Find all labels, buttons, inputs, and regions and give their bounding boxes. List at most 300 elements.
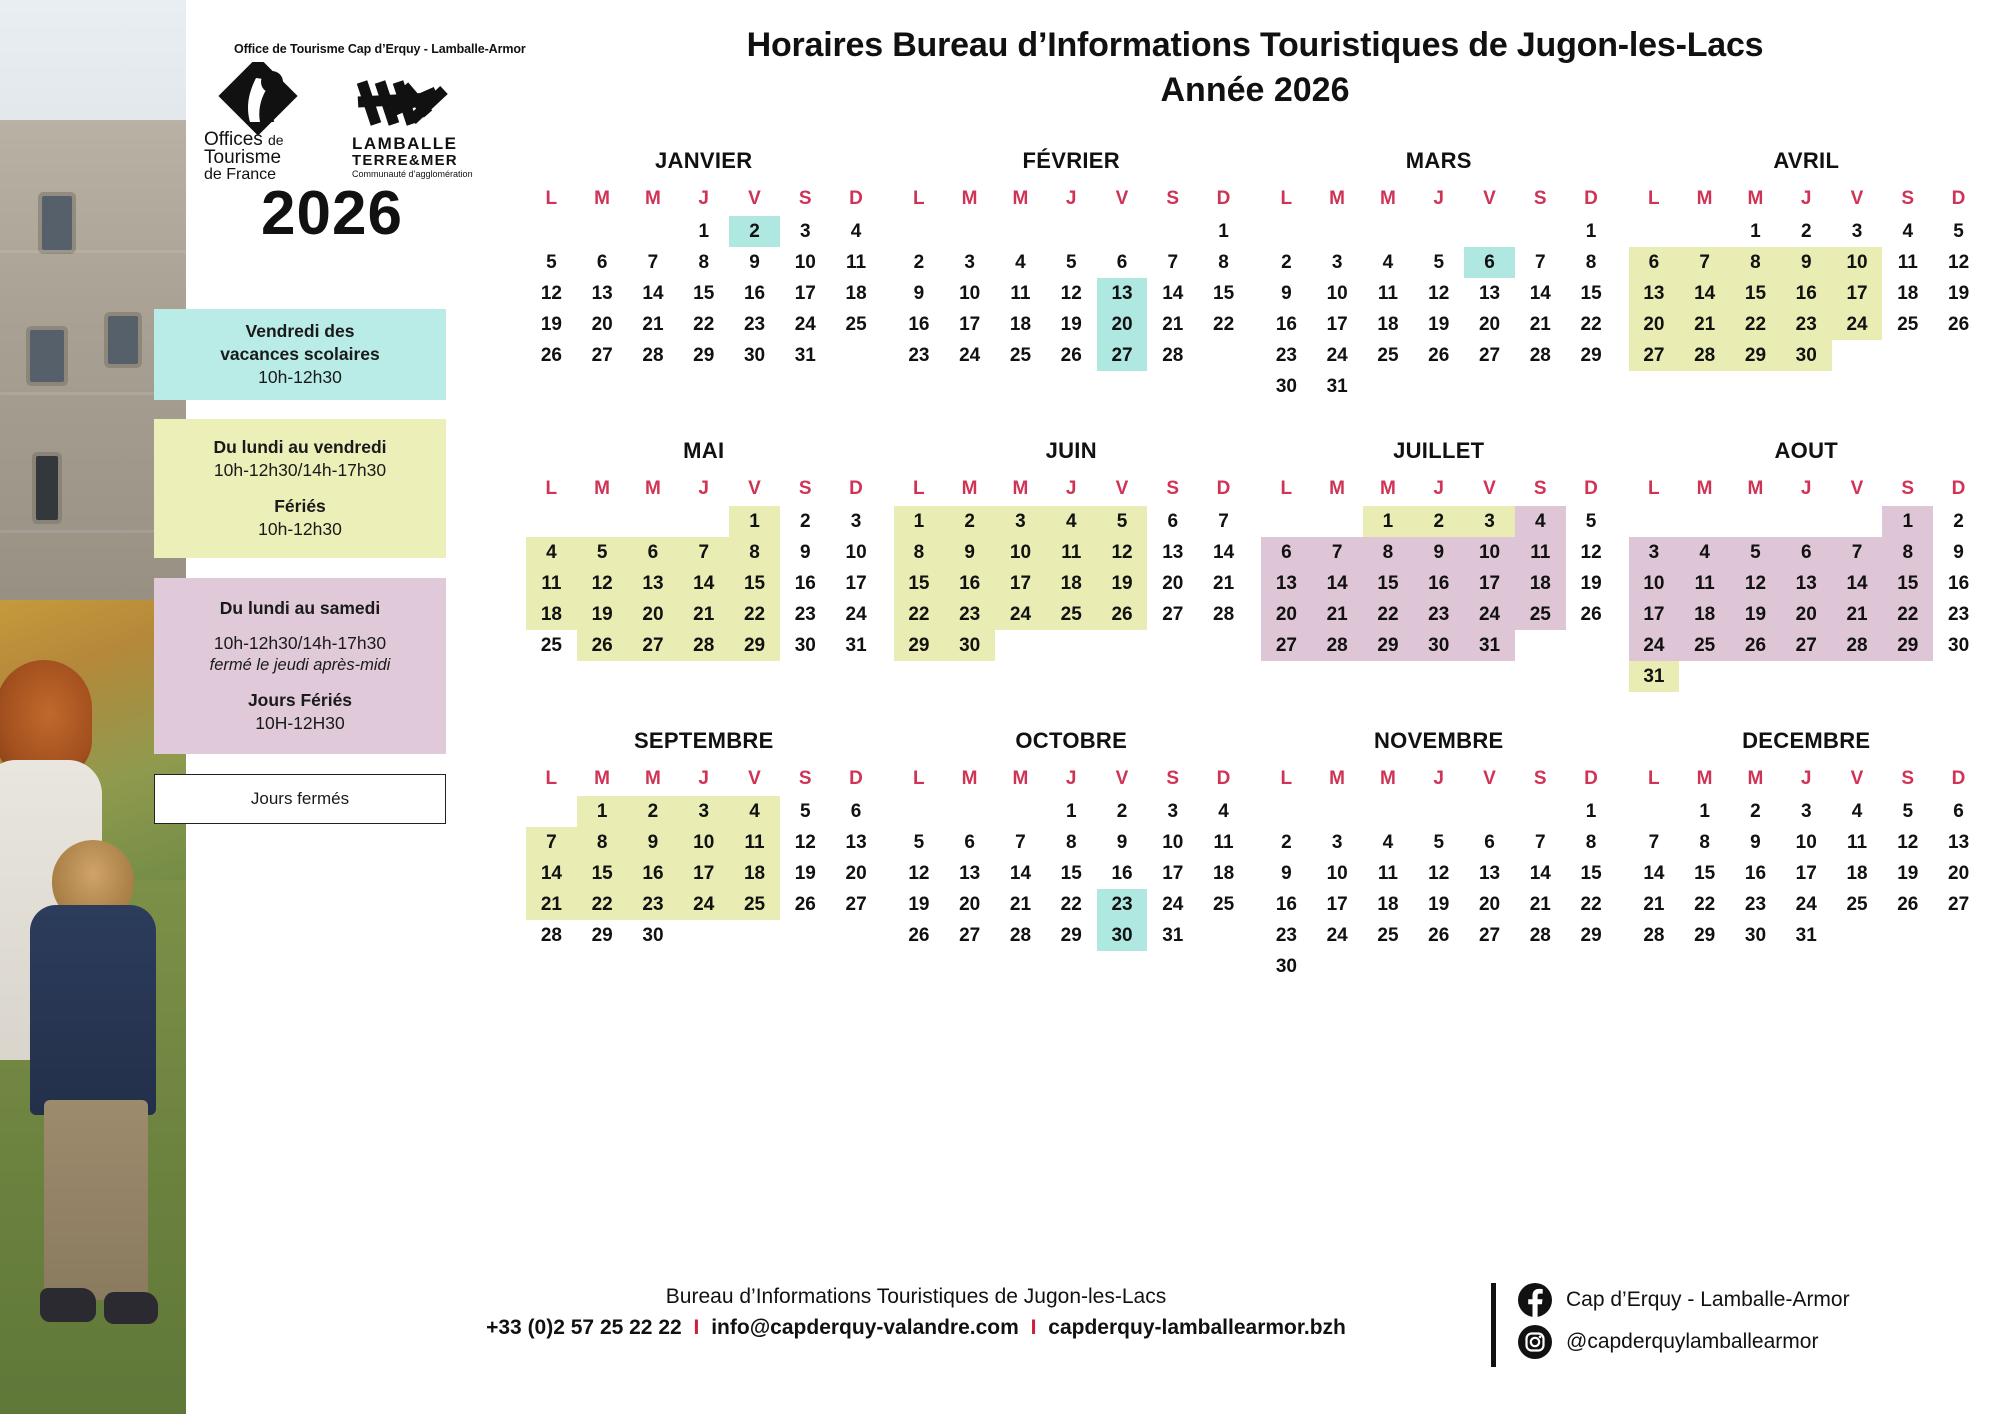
day-cell: 2 — [729, 216, 780, 247]
day-cell: 18 — [845, 283, 867, 304]
day-cell: 24 — [1464, 599, 1515, 630]
day-cell: 23 — [1781, 309, 1832, 340]
day-cell: 11 — [1515, 537, 1566, 568]
day-cell: 14 — [526, 858, 577, 889]
facebook-row[interactable] — [1518, 1283, 1991, 1317]
dow-label: S — [1533, 478, 1547, 499]
day-cell: 22 — [894, 599, 945, 630]
day-cell: 6 — [1116, 252, 1128, 273]
day-cell: 3 — [964, 252, 975, 273]
instagram-label[interactable]: @capderquylamballearmor — [1566, 1330, 1819, 1353]
day-cell: 11 — [1897, 252, 1918, 273]
day-cell: 27 — [1097, 340, 1148, 371]
day-cell: 19 — [540, 314, 562, 335]
day-cell: 28 — [1213, 604, 1235, 625]
month-avril — [1623, 148, 1991, 402]
day-cell-empty — [1312, 216, 1363, 247]
day-cell: 15 — [1882, 568, 1933, 599]
day-cell: 10 — [794, 252, 816, 273]
legend-yellow-hours2: 10h-12h30 — [258, 518, 342, 539]
day-cell-empty — [894, 216, 945, 247]
week-row — [1261, 506, 1617, 537]
week-row — [1261, 309, 1617, 340]
week-row — [1261, 371, 1617, 402]
day-cell: 12 — [1060, 283, 1082, 304]
day-cell: 6 — [1484, 832, 1495, 853]
week-row — [1629, 537, 1985, 568]
facebook-icon[interactable] — [1518, 1283, 1552, 1317]
day-cell: 29 — [1694, 925, 1716, 946]
day-cell-empty — [1363, 371, 1414, 402]
dow-label: V — [1483, 478, 1496, 499]
day-cell: 19 — [1580, 573, 1602, 594]
day-cell-empty — [526, 796, 577, 827]
dow-label: J — [1800, 478, 1812, 499]
day-cell: 8 — [1585, 832, 1597, 853]
dow-label: D — [849, 478, 864, 499]
week-row — [1629, 568, 1985, 599]
day-cell: 24 — [794, 314, 816, 335]
logo2-line2: TERRE&MER — [352, 152, 458, 169]
day-cell-empty — [1464, 371, 1515, 402]
day-cell: 31 — [794, 345, 816, 366]
week-row — [894, 506, 1250, 537]
day-cell: 16 — [908, 314, 930, 335]
month-aout — [1623, 438, 1991, 692]
dow-label: L — [545, 478, 558, 499]
day-cell: 8 — [894, 537, 945, 568]
dow-label: M — [1329, 188, 1346, 209]
dow-label: L — [1647, 768, 1660, 789]
day-cell: 19 — [1060, 314, 1082, 335]
dow-label: L — [912, 478, 925, 499]
dow-label: V — [1115, 478, 1129, 499]
day-cell: 28 — [1832, 630, 1883, 661]
month-name: OCTOBRE — [1015, 728, 1128, 753]
dow-label: D — [849, 768, 864, 789]
day-cell: 29 — [894, 630, 945, 661]
week-row — [894, 340, 1250, 371]
day-cell: 7 — [1015, 832, 1026, 853]
dow-label: L — [1280, 768, 1293, 789]
day-cell-empty — [526, 216, 577, 247]
day-cell: 19 — [908, 894, 930, 915]
day-cell: 14 — [642, 283, 664, 304]
day-cell-empty — [526, 506, 577, 537]
day-cell-empty — [1515, 630, 1566, 661]
day-cell: 28 — [678, 630, 729, 661]
day-cell: 4 — [729, 796, 780, 827]
day-cell: 5 — [1902, 801, 1914, 822]
day-cell-empty — [1679, 661, 1730, 692]
logo1-line3: de France — [204, 166, 277, 180]
dow-label: J — [1800, 768, 1812, 789]
day-cell: 20 — [1629, 309, 1680, 340]
day-cell: 1 — [698, 221, 710, 242]
day-cell: 8 — [729, 537, 780, 568]
day-cell: 25 — [1009, 345, 1032, 366]
day-cell-empty — [1730, 506, 1781, 537]
day-cell: 3 — [678, 796, 729, 827]
week-row — [1629, 278, 1985, 309]
day-cell: 17 — [1162, 863, 1184, 884]
day-cell: 23 — [628, 889, 679, 920]
day-cell: 15 — [1580, 863, 1602, 884]
dow-label: M — [961, 478, 978, 499]
day-cell: 1 — [1699, 801, 1710, 822]
day-cell: 10 — [959, 283, 981, 304]
day-cell: 3 — [1331, 252, 1343, 273]
day-cell: 21 — [1529, 314, 1551, 335]
day-cell-empty — [1097, 216, 1148, 247]
day-cell: 4 — [1218, 801, 1229, 822]
day-cell: 17 — [845, 573, 867, 594]
dow-label: J — [698, 768, 710, 789]
day-cell: 26 — [577, 630, 628, 661]
day-cell: 3 — [1851, 221, 1863, 242]
day-cell: 6 — [850, 801, 862, 822]
day-cell-empty — [1147, 630, 1198, 661]
logo2-line1: LAMBALLE — [352, 134, 458, 153]
day-cell-empty — [1413, 796, 1464, 827]
dow-label: M — [1012, 188, 1029, 209]
legend-item-yellow — [154, 419, 446, 558]
month-mai — [520, 438, 888, 692]
day-cell: 22 — [729, 599, 780, 630]
month-septembre — [520, 728, 888, 982]
dow-label: V — [1850, 478, 1864, 499]
day-cell: 22 — [1580, 894, 1602, 915]
day-cell: 3 — [1331, 832, 1343, 853]
day-cell: 26 — [1580, 604, 1602, 625]
dow-label: M — [594, 768, 611, 789]
week-row — [526, 889, 882, 920]
day-cell: 14 — [1679, 278, 1730, 309]
day-cell: 10 — [1326, 863, 1348, 884]
day-cell: 13 — [1261, 568, 1312, 599]
day-cell: 18 — [1377, 894, 1399, 915]
year-heading: 2026 — [261, 179, 403, 248]
month-name: SEPTEMBRE — [633, 728, 774, 753]
day-cell: 5 — [546, 252, 557, 273]
day-cell-empty — [1198, 340, 1249, 371]
day-cell: 16 — [1744, 863, 1767, 884]
photo-mortar-line — [0, 250, 186, 253]
day-cell: 19 — [1428, 314, 1450, 335]
legend-item-closed — [154, 774, 446, 824]
dow-label: J — [1065, 188, 1077, 209]
dow-label: L — [545, 768, 558, 789]
day-cell: 10 — [1326, 283, 1348, 304]
instagram-row[interactable] — [1518, 1325, 1991, 1359]
day-cell: 1 — [894, 506, 945, 537]
week-row — [526, 796, 882, 827]
day-cell: 10 — [1629, 568, 1680, 599]
day-cell: 18 — [729, 858, 780, 889]
day-cell: 14 — [1529, 283, 1551, 304]
day-cell: 31 — [1629, 661, 1680, 692]
day-cell-empty — [1629, 796, 1680, 827]
month-name: JUILLET — [1393, 438, 1485, 463]
day-cell: 23 — [1744, 894, 1767, 915]
footer-email[interactable]: info@capderquy-valandre.com — [711, 1316, 1019, 1339]
day-cell-empty — [1933, 920, 1984, 951]
day-cell: 9 — [1413, 537, 1464, 568]
day-cell-empty — [1312, 951, 1363, 982]
day-cell: 29 — [1580, 925, 1602, 946]
dow-label: V — [748, 478, 761, 499]
day-cell: 15 — [1213, 283, 1235, 304]
day-cell-empty — [577, 216, 628, 247]
week-row — [1261, 630, 1617, 661]
day-cell: 14 — [1162, 283, 1184, 304]
day-cell: 8 — [698, 252, 710, 273]
day-cell: 10 — [995, 537, 1046, 568]
day-cell: 22 — [1363, 599, 1414, 630]
dow-label: M — [644, 478, 661, 499]
day-cell: 14 — [1643, 863, 1665, 884]
week-row — [894, 599, 1250, 630]
week-row — [1261, 858, 1617, 889]
logo1-line1: Offices — [204, 129, 263, 150]
day-cell: 15 — [1060, 863, 1082, 884]
day-cell-empty — [1464, 951, 1515, 982]
day-cell: 14 — [1832, 568, 1883, 599]
day-cell: 11 — [846, 252, 867, 273]
dow-label: V — [1850, 768, 1864, 789]
day-cell: 1 — [729, 506, 780, 537]
photo-window — [108, 316, 138, 364]
day-cell-empty — [1363, 216, 1414, 247]
day-cell-empty — [1097, 630, 1148, 661]
day-cell: 7 — [1218, 511, 1229, 532]
day-cell: 2 — [1953, 511, 1964, 532]
day-cell: 27 — [1478, 925, 1501, 946]
day-cell-empty — [1629, 506, 1680, 537]
dow-label: S — [798, 188, 812, 209]
day-cell: 12 — [794, 832, 816, 853]
day-cell: 14 — [1009, 863, 1032, 884]
day-cell: 4 — [1851, 801, 1863, 822]
day-cell: 24 — [1162, 894, 1184, 915]
day-cell: 16 — [1948, 573, 1970, 594]
day-cell: 13 — [1478, 863, 1501, 884]
footer-phone[interactable]: +33 (0)2 57 25 22 22 — [486, 1316, 682, 1339]
day-cell-empty — [1413, 371, 1464, 402]
facebook-label[interactable]: Cap d’Erquy - Lamballe-Armor — [1566, 1288, 1850, 1311]
day-cell-empty — [1261, 796, 1312, 827]
week-row — [1629, 661, 1985, 692]
day-cell: 2 — [1800, 221, 1812, 242]
week-row — [894, 309, 1250, 340]
day-cell: 7 — [1832, 537, 1883, 568]
dow-label: S — [1901, 478, 1915, 499]
day-cell: 30 — [1744, 925, 1767, 946]
day-cell: 23 — [1097, 889, 1148, 920]
week-row — [1629, 247, 1985, 278]
day-cell: 22 — [1882, 599, 1933, 630]
photo-window — [30, 330, 64, 382]
day-cell-empty — [1515, 951, 1566, 982]
day-cell: 27 — [591, 345, 613, 366]
day-cell: 31 — [1795, 925, 1817, 946]
day-cell: 15 — [1580, 283, 1602, 304]
day-cell: 3 — [850, 511, 862, 532]
day-cell: 8 — [1363, 537, 1414, 568]
week-row — [894, 278, 1250, 309]
legend-teal-title: Vendredi des — [245, 320, 355, 341]
day-cell-empty — [1261, 216, 1312, 247]
day-cell: 3 — [1629, 537, 1680, 568]
day-cell: 4 — [1015, 252, 1026, 273]
day-cell-empty — [1046, 216, 1097, 247]
day-cell: 11 — [729, 827, 780, 858]
week-row — [1629, 858, 1985, 889]
month-name: NOVEMBRE — [1373, 728, 1504, 753]
month-name: AVRIL — [1773, 148, 1840, 173]
legend-teal-hours: 10h-12h30 — [258, 367, 342, 388]
day-cell: 4 — [850, 221, 862, 242]
week-row — [1261, 216, 1617, 247]
day-cell: 26 — [908, 925, 930, 946]
day-cell: 1 — [1585, 801, 1597, 822]
day-cell: 18 — [1009, 314, 1032, 335]
week-row — [526, 858, 882, 889]
dow-label: S — [1166, 768, 1180, 789]
calendar-row — [520, 438, 1990, 692]
day-cell: 20 — [1097, 309, 1148, 340]
day-of-week-header — [1629, 188, 1985, 210]
day-cell: 12 — [540, 283, 562, 304]
day-cell: 19 — [1948, 283, 1970, 304]
page-subtitle: Année 2026 — [1160, 71, 1350, 109]
dow-label: D — [1216, 478, 1231, 499]
day-cell: 25 — [1213, 894, 1235, 915]
day-cell-empty — [1413, 951, 1464, 982]
footer-website[interactable]: capderquy-lamballearmor.bzh — [1048, 1316, 1346, 1339]
legend-purple-note: fermé le jeudi après-midi — [209, 656, 391, 675]
day-cell: 8 — [1699, 832, 1710, 853]
day-cell: 12 — [908, 863, 930, 884]
day-cell-empty — [1046, 630, 1097, 661]
day-cell: 20 — [591, 314, 613, 335]
day-cell: 24 — [995, 599, 1046, 630]
day-cell-empty — [1781, 506, 1832, 537]
day-cell: 28 — [1009, 925, 1032, 946]
month-name: MARS — [1405, 148, 1472, 173]
month-février — [888, 148, 1256, 402]
page-footer — [186, 1285, 2000, 1405]
week-row — [1629, 920, 1985, 951]
day-cell: 28 — [1162, 345, 1184, 366]
day-cell: 18 — [1377, 314, 1399, 335]
day-cell: 24 — [678, 889, 729, 920]
day-cell: 26 — [1060, 345, 1082, 366]
day-cell: 31 — [1464, 630, 1515, 661]
day-cell: 17 — [1629, 599, 1680, 630]
dow-label: L — [1280, 478, 1293, 499]
day-cell: 28 — [540, 925, 562, 946]
week-row — [1261, 889, 1617, 920]
day-cell: 24 — [1326, 345, 1348, 366]
day-cell: 4 — [1515, 506, 1566, 537]
legend-yellow-title2: Fériés — [274, 495, 326, 516]
day-cell: 19 — [1730, 599, 1781, 630]
legend-purple-hours: 10h-12h30/14h-17h30 — [213, 632, 387, 653]
day-cell: 19 — [1097, 568, 1148, 599]
day-cell: 27 — [1478, 345, 1501, 366]
day-of-week-header — [894, 768, 1250, 790]
day-cell-empty — [1464, 796, 1515, 827]
day-cell: 27 — [1781, 630, 1832, 661]
legend-yellow-hours: 10h-12h30/14h-17h30 — [213, 460, 387, 481]
calendar-row — [520, 148, 1990, 402]
legend-yellow-title: Du lundi au vendredi — [213, 436, 387, 457]
day-cell: 6 — [964, 832, 975, 853]
day-cell: 28 — [1312, 630, 1363, 661]
day-cell: 23 — [944, 599, 995, 630]
day-cell-empty — [1832, 920, 1883, 951]
day-cell: 30 — [1413, 630, 1464, 661]
day-cell: 24 — [1795, 894, 1817, 915]
dow-label: V — [1850, 188, 1864, 209]
day-cell: 5 — [1730, 537, 1781, 568]
week-row — [894, 247, 1250, 278]
day-of-week-header — [1261, 188, 1617, 210]
day-cell-empty — [1363, 951, 1414, 982]
page-title: Horaires Bureau d’Informations Touristiques de Jugon-les-Lacs — [746, 26, 1764, 64]
instagram-icon[interactable] — [1518, 1325, 1552, 1359]
week-row — [1629, 827, 1985, 858]
day-of-week-header — [894, 478, 1250, 500]
dow-label: S — [1166, 478, 1180, 499]
day-cell: 6 — [596, 252, 608, 273]
day-cell: 15 — [729, 568, 780, 599]
legend-teal-title2: vacances scolaires — [220, 343, 380, 364]
day-cell: 8 — [577, 827, 628, 858]
dow-label: L — [1280, 188, 1293, 209]
day-cell: 4 — [1382, 252, 1394, 273]
day-cell-empty — [894, 796, 945, 827]
day-cell: 12 — [1897, 832, 1919, 853]
dow-label: M — [961, 768, 978, 789]
dow-label: J — [1065, 478, 1077, 499]
day-cell-empty — [1363, 796, 1414, 827]
day-cell: 26 — [1428, 345, 1450, 366]
day-cell: 5 — [1953, 221, 1964, 242]
day-cell: 21 — [1312, 599, 1363, 630]
day-cell: 7 — [1535, 832, 1546, 853]
dow-label: S — [798, 478, 812, 499]
month-name: MAI — [683, 438, 725, 463]
day-cell: 25 — [1377, 925, 1399, 946]
week-row — [1261, 796, 1617, 827]
day-cell: 11 — [1846, 832, 1868, 853]
day-cell: 8 — [1882, 537, 1933, 568]
month-mars — [1255, 148, 1623, 402]
day-cell: 9 — [1750, 832, 1761, 853]
legend-item-purple — [154, 578, 446, 754]
day-cell: 25 — [1679, 630, 1730, 661]
footer-separator-1: I — [693, 1316, 700, 1339]
day-cell-empty — [628, 506, 679, 537]
day-cell-empty — [1882, 920, 1933, 951]
legend-closed-title: Jours fermés — [250, 788, 350, 808]
day-cell: 27 — [845, 894, 867, 915]
day-cell: 16 — [1111, 863, 1133, 884]
day-cell: 14 — [1213, 542, 1235, 563]
week-row — [1261, 827, 1617, 858]
